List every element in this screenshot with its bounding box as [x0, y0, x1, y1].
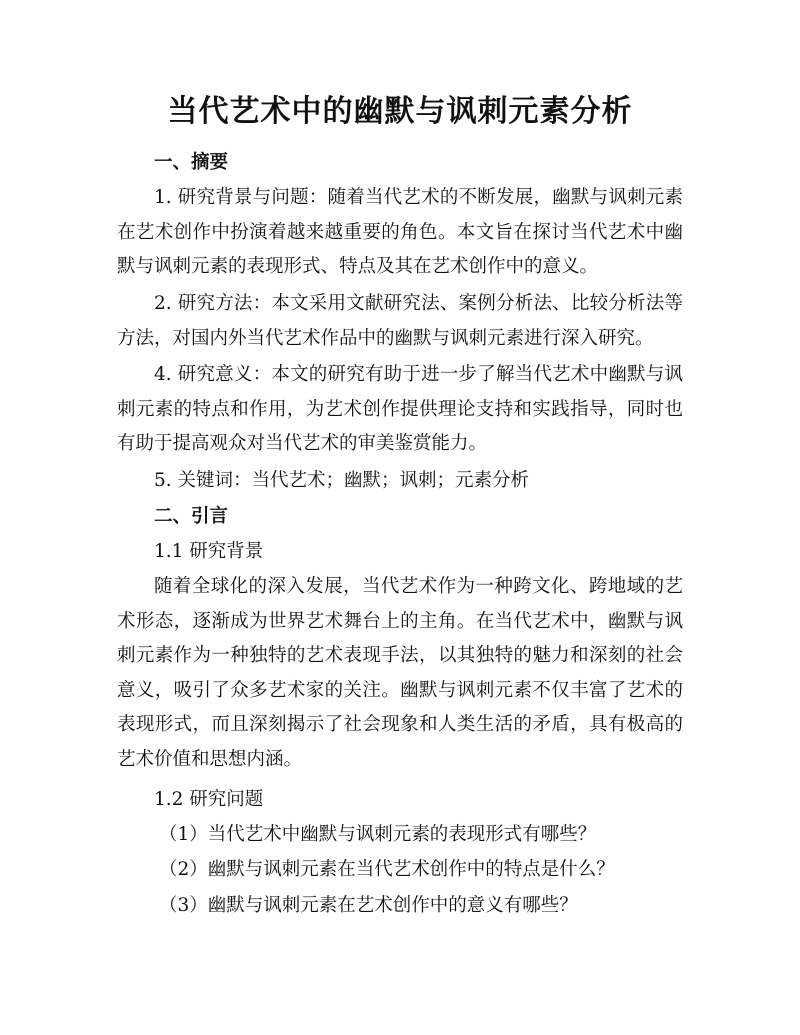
abstract-paragraph-2: 2. 研究方法：本文采用文献研究法、案例分析法、比较分析法等方法，对国内外当代艺术作品中的幽默与讽刺元素进行深入研究。: [117, 293, 683, 349]
intro-heading: 二、引言: [154, 506, 229, 527]
background-heading: 1.1 研究背景: [154, 541, 264, 562]
question-item-3: （3）幽默与讽刺元素在艺术创作中的意义有哪些？: [159, 895, 578, 916]
background-paragraph: 随着全球化的深入发展，当代艺术作为一种跨文化、跨地域的艺术形态，逐渐成为世界艺术舞台上的主角。在当代艺术中，幽默与讽刺元素作为一种独特的艺术表现手法，以其独特的魅力和深刻的社会意义，吸引了众多艺术家的关注。幽默与讽刺元素不仅丰富了艺术的表现形式，而且深刻揭示了社会现象和人类生活的矛盾，具有极高的艺术价值和思想内涵。: [117, 576, 683, 770]
question-item-2: （2）幽默与讽刺元素在当代艺术创作中的特点是什么？: [159, 859, 615, 880]
questions-heading: 1.2 研究问题: [154, 789, 264, 810]
document-title: 当代艺术中的幽默与讽刺元素分析: [167, 94, 633, 129]
abstract-heading: 一、摘要: [154, 152, 229, 173]
abstract-paragraph-3: 4. 研究意义：本文的研究有助于进一步了解当代艺术中幽默与讽刺元素的特点和作用，为艺术创作提供理论支持和实践指导，同时也有助于提高观众对当代艺术的审美鉴赏能力。: [117, 364, 683, 454]
question-item-1: （1）当代艺术中幽默与讽刺元素的表现形式有哪些？: [159, 824, 597, 845]
abstract-paragraph-1: 1. 研究背景与问题：随着当代艺术的不断发展，幽默与讽刺元素在艺术创作中扮演着越来越重要的角色。本文旨在探讨当代艺术中幽默与讽刺元素的表现形式、特点及其在艺术创作中的意义。: [117, 187, 683, 277]
abstract-keywords: 5. 关键词：当代艺术；幽默；讽刺；元素分析: [154, 470, 530, 491]
